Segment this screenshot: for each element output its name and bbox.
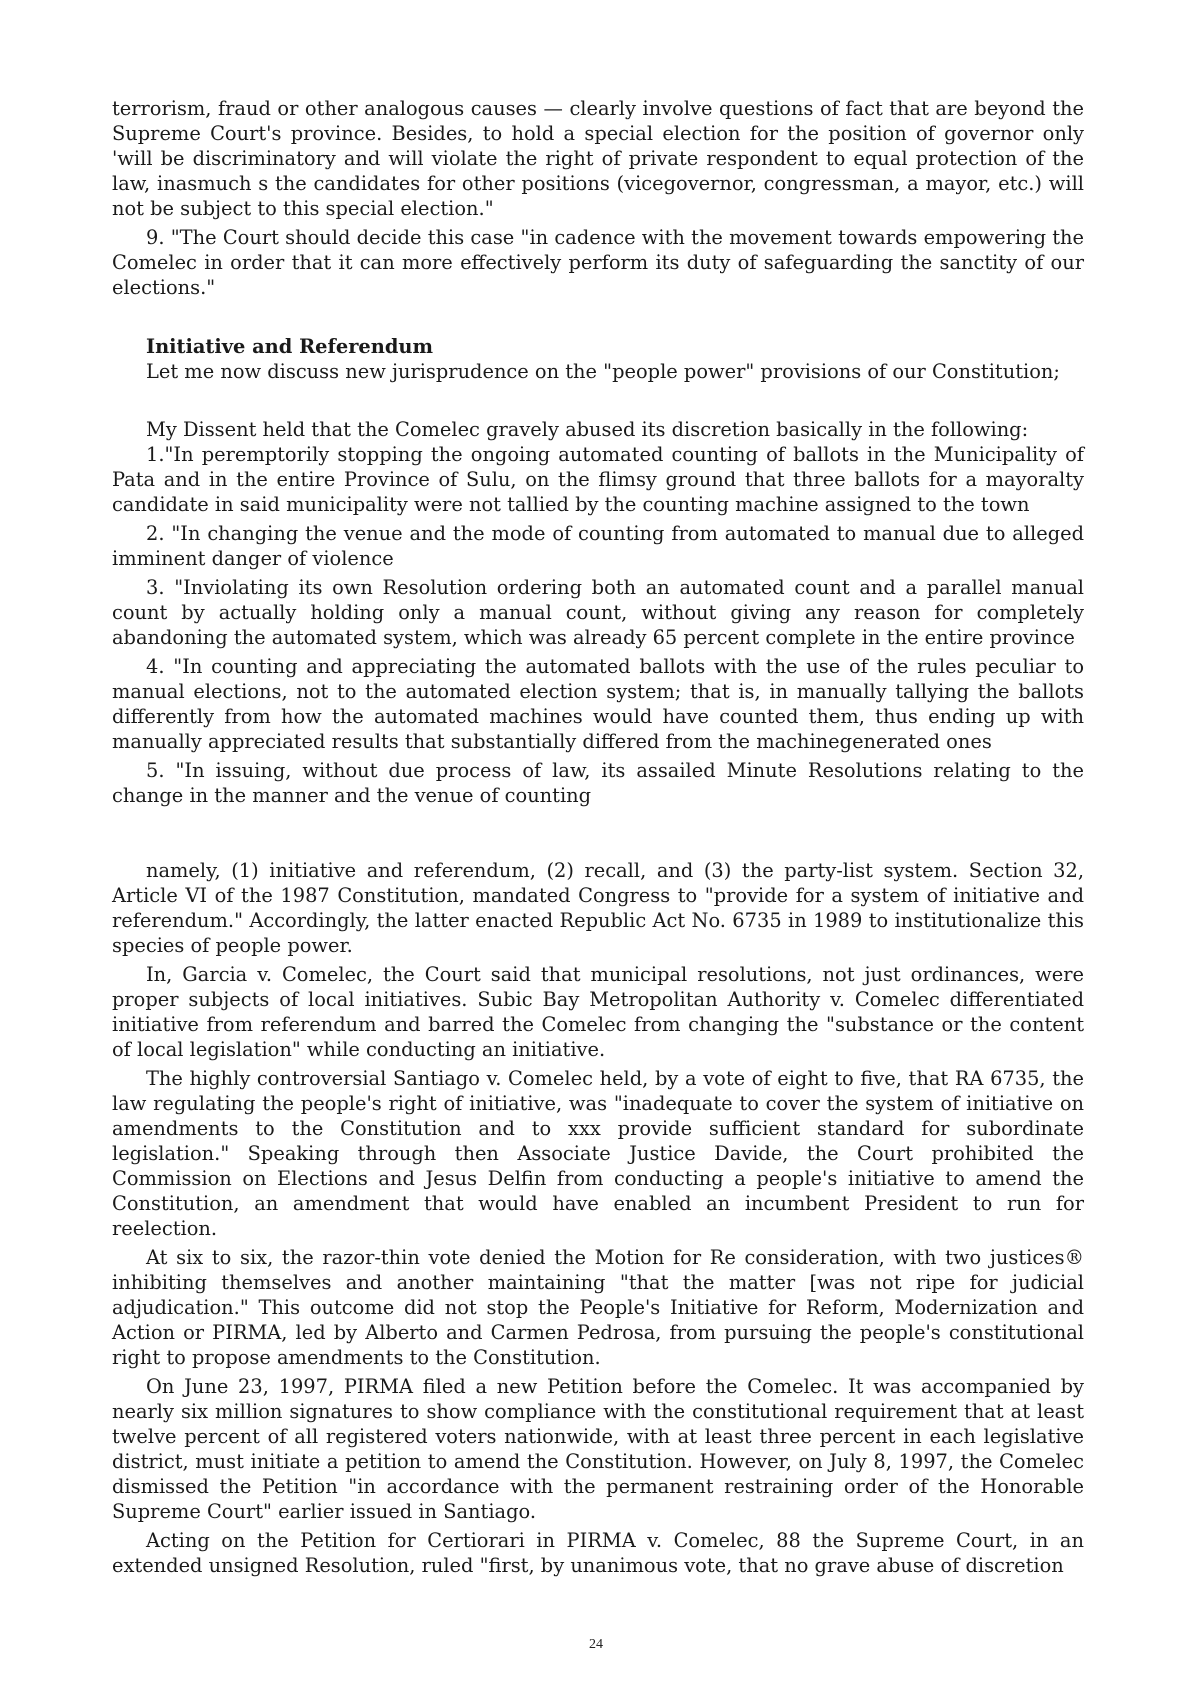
page-number: 24	[589, 1637, 603, 1652]
document-page	[112, 96, 1084, 1578]
dissent-item-1: 1."In peremptorily stopping the ongoing automated counting of ballots in the Municipality of Pata and in the entire Province of Sulu, on the flimsy ground that three ballots for a mayoralty candidate in said municipality were not tallied by the counting machine assigned to the town	[112, 443, 1084, 516]
section-heading: Initiative and Referendum	[146, 335, 434, 358]
dissent-item-2: 2. "In changing the venue and the mode of counting from automated to manual due to alleged imminent danger of violence	[112, 522, 1084, 570]
spacer	[112, 384, 1084, 417]
section-intro: Let me now discuss new jurisprudence on the "people power" provisions of our Constitution;	[146, 360, 1060, 383]
dissent-item-4: 4. "In counting and appreciating the automated ballots with the use of the rules peculiar to manual elections, not to the automated election system; that is, in manually tallying the ballots differently from how the automated machines would have counted them, thus ending up with manually appreciated results that substantially differed from the machinegenerated ones	[112, 655, 1084, 753]
paragraph-reconsideration: At six to six, the razor-thin vote denied the Motion for Re consideration, with two justices® inhibiting themselves and another maintaining "that the matter [was not ripe for judicial adjudication." This outcome did not stop the People's Initiative for Reform, Modernization and Action or PIRMA, led by Alberto and Carmen Pedrosa, from pursuing the people's constitutional right to propose amendments to the Constitution.	[112, 1246, 1084, 1369]
paragraph-continued: terrorism, fraud or other analogous causes — clearly involve questions of fact that are beyond the Supreme Court's province. Besides, to hold a special election for the position of governor only 'will be discriminatory and will violate the right of private respondent to equal protection of the law, inasmuch s the candidates for other positions (vicegovernor, congressman, a mayor, etc.) will not be subject to this special election."	[112, 97, 1084, 220]
dissent-item-3: 3. "Inviolating its own Resolution ordering both an automated count and a parallel manual count by actually holding only a manual count, without giving any reason for completely abandoning the automated system, which was already 65 percent complete in the entire province	[112, 576, 1084, 649]
paragraph-people-power: namely, (1) initiative and referendum, (2) recall, and (3) the party-list system. Section 32, Article VI of the 1987 Constitution, mandated Congress to "provide for a system of initiative and referendum." Accordingly, the latter enacted Republic Act No. 6735 in 1989 to institutionalize this species of people power.	[112, 859, 1084, 957]
paragraph-certiorari: Acting on the Petition for Certiorari in PIRMA v. Comelec, 88 the Supreme Court, in an extended unsigned Resolution, ruled "first, by unanimous vote, that no grave abuse of discretion	[112, 1529, 1084, 1577]
paragraph-pirma-petition: On June 23, 1997, PIRMA filed a new Petition before the Comelec. It was accompanied by nearly six million signatures to show compliance with the constitutional requirement that at least twelve percent of all registered voters nationwide, with at least three percent in each legislative district, must initiate a petition to amend the Constitution. However, on July 8, 1997, the Comelec dismissed the Petition "in accordance with the permanent restraining order of the Honorable Supreme Court" earlier issued in Santiago.	[112, 1375, 1084, 1523]
dissent-item-5: 5. "In issuing, without due process of law, its assailed Minute Resolutions relating to the change in the manner and the venue of counting	[112, 759, 1084, 807]
spacer	[112, 808, 1084, 858]
dissent-intro: My Dissent held that the Comelec gravely abused its discretion basically in the following:	[146, 418, 1029, 441]
paragraph-garcia: In, Garcia v. Comelec, the Court said that municipal resolutions, not just ordinances, were proper subjects of local initiatives. Subic Bay Metropolitan Authority v. Comelec differentiated initiative from referendum and barred the Comelec from changing the "substance or the content of local legislation" while conducting an initiative.	[112, 963, 1084, 1061]
paragraph-santiago: The highly controversial Santiago v. Comelec held, by a vote of eight to five, that RA 6735, the law regulating the people's right of initiative, was "inadequate to cover the system of initiative on amendments to the Constitution and to xxx provide sufficient standard for subordinate legislation." Speaking through then Associate Justice Davide, the Court prohibited the Commission on Elections and Jesus Delfin from conducting a people's initiative to amend the Constitution, an amendment that would have enabled an incumbent President to run for reelection.	[112, 1067, 1084, 1240]
paragraph-item-9: 9. "The Court should decide this case "in cadence with the movement towards empowering the Comelec in order that it can more effectively perform its duty of safeguarding the sanctity of our elections."	[112, 226, 1084, 299]
